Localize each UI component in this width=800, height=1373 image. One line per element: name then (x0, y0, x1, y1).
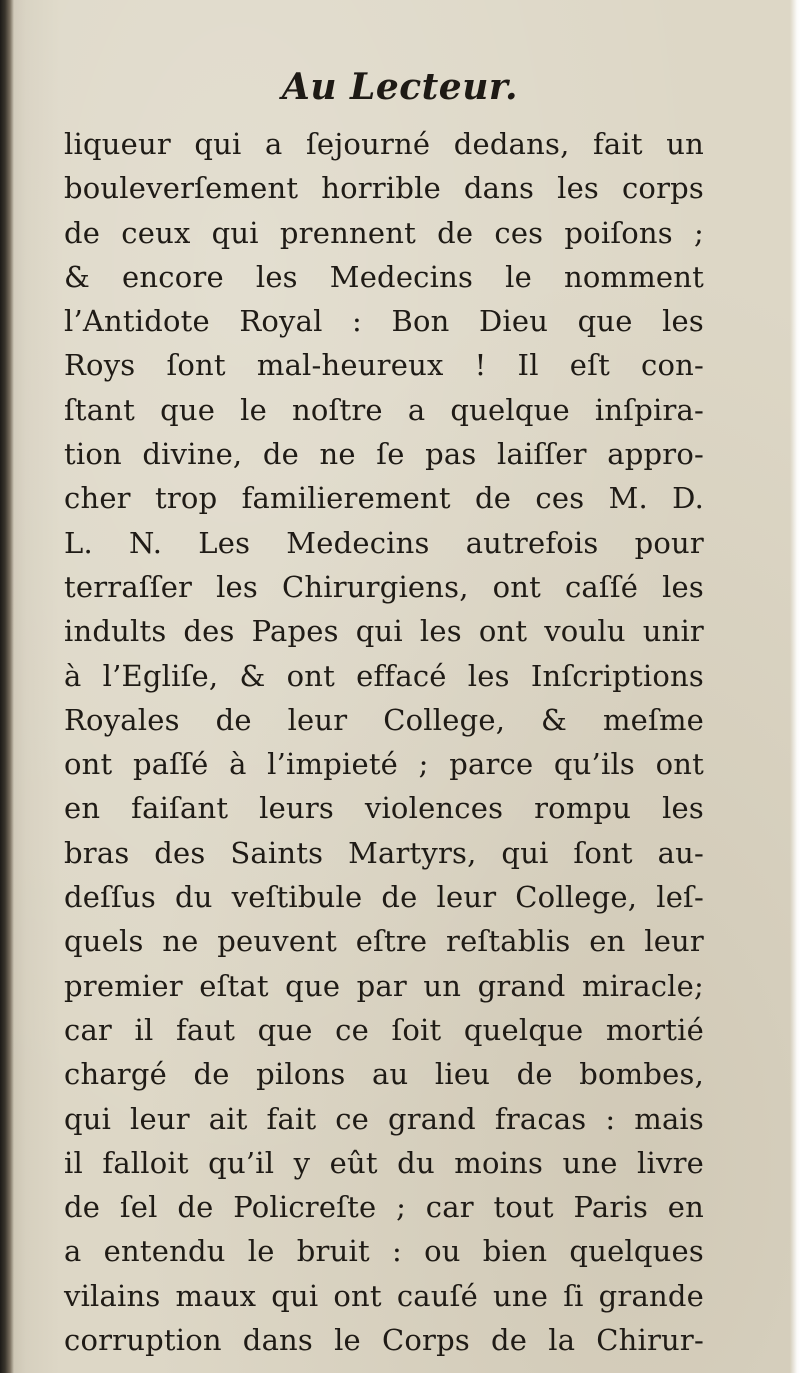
text-line: il falloit qu’il y eût du moins une livre (64, 1145, 704, 1180)
text-line: car il faut que ce ſoit quelque mortié (64, 1012, 704, 1047)
text-line: premier eſtat que par un grand miracle; (64, 968, 704, 1003)
text-line: chargé de pilons au lieu de bombes, (64, 1057, 704, 1092)
text-line: bras des Saints Martyrs, qui ſont au- (64, 835, 704, 870)
body-text (64, 122, 704, 1362)
text-line: ont paſſé à l’impieté ; parce qu’ils ont (64, 747, 704, 782)
text-line: & encore les Medecins le nomment (64, 259, 704, 294)
text-line: L. N. Les Medecins autrefois pour (64, 525, 704, 560)
text-line: Royales de leur College, & meſme (64, 702, 704, 737)
text-line: corruption dans le Corps de la Chirur- (64, 1323, 704, 1358)
text-line: l’Antidote Royal : Bon Dieu que les (64, 304, 704, 339)
text-line: deſſus du veſtibule de leur College, leſ- (64, 880, 704, 915)
text-line: de ſel de Policreſte ; car tout Paris en (64, 1190, 704, 1225)
running-header: Au Lecteur. (281, 66, 519, 108)
text-line: terraſſer les Chirurgiens, ont caſſé les (64, 569, 704, 604)
text-line: qui leur ait fait ce grand fracas : mais (64, 1101, 704, 1136)
text-line: cher trop familierement de ces M. D. (64, 481, 704, 516)
text-line: liqueur qui a ſejourné dedans, fait un (64, 127, 704, 161)
text-line: vilains maux qui ont cauſé une ſi grande (64, 1278, 704, 1313)
text-line: indults des Papes qui les ont voulu unir (64, 614, 704, 649)
text-line: a entendu le bruit : ou bien quelques (64, 1234, 704, 1269)
text-line: Roys ſont mal-heureux ! Il eſt con- (64, 348, 704, 383)
text-line: ſtant que le noſtre a quelque inſpira- (64, 392, 704, 427)
text-line: à l’Egliſe, & ont effacé les Inſcriptions (64, 658, 704, 693)
text-line: quels ne peuvent eſtre reſtablis en leur (64, 924, 704, 959)
page-edge (790, 0, 800, 1373)
text-line: tion divine, de ne ſe pas laiſſer appro- (64, 437, 704, 472)
text-line: de ceux qui prennent de ces poiſons ; (64, 215, 704, 250)
binding-gutter (0, 0, 14, 1373)
text-line: bouleverſement horrible dans les corps (64, 171, 704, 206)
text-line: en faiſant leurs violences rompu les (64, 791, 704, 826)
